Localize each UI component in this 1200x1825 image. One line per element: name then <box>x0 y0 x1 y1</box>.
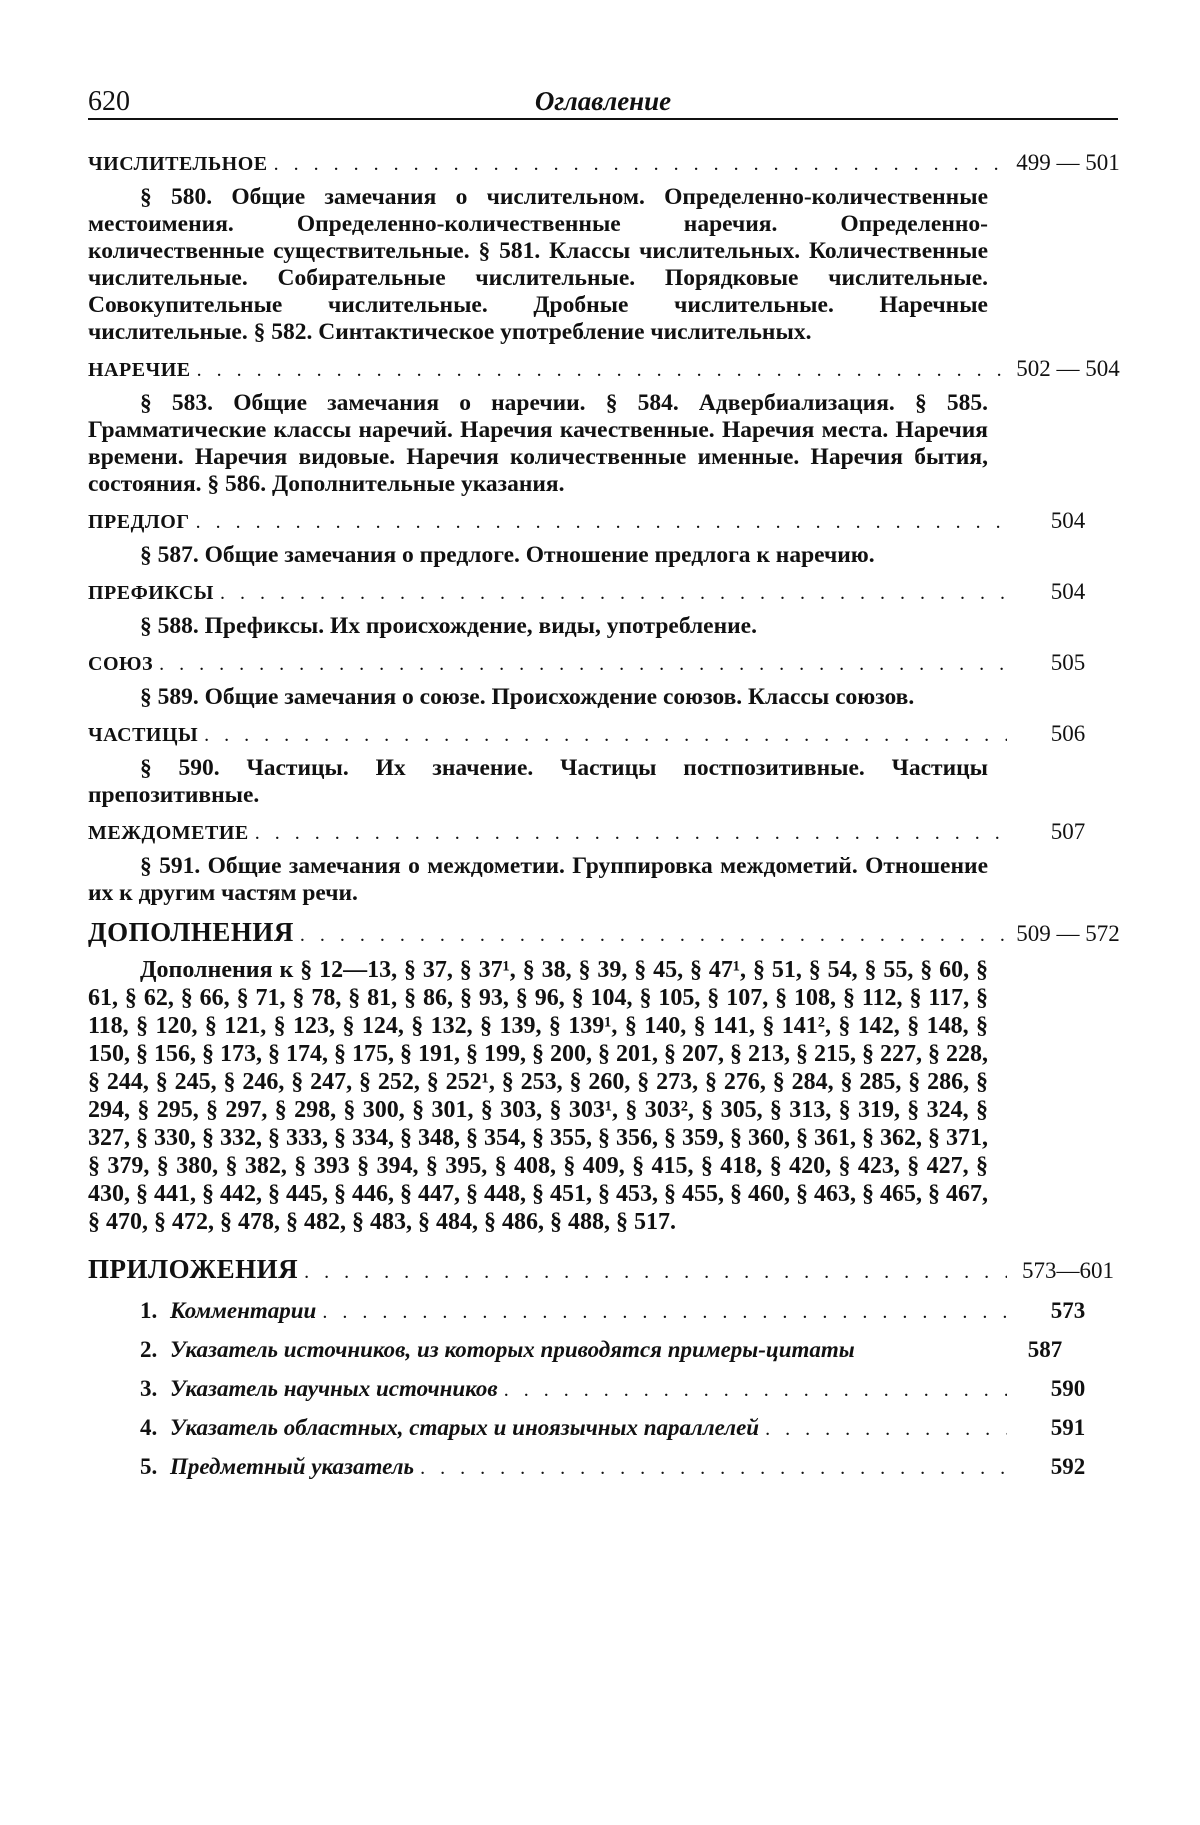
appendix-item <box>140 1415 1123 1441</box>
section-title: СОЮЗ <box>88 653 154 675</box>
section-description: § 580. Общие замечания о числительном. Определенно-количественные местоимения. Определенно-количественные наречия. Определенно-количественные существительные. § 581. Классы числительных. Количественные числительные. Собирательные числительные. Порядковые числительные. Совокупительные числительные. Дробные числительные. Наречные числительные. § 582. Синтактическое употребление числительных. <box>88 184 988 345</box>
section-pages: 499 — 501 <box>1016 150 1120 175</box>
section-pages: 506 <box>1050 721 1086 746</box>
appendix-title: Комментарии <box>170 1298 317 1323</box>
page-header <box>88 86 1118 126</box>
appendix-number: 1. <box>140 1298 158 1323</box>
appendix-pages: 587 <box>1027 1337 1063 1362</box>
toc-entry-appendices <box>88 1254 1123 1480</box>
section-description: § 583. Общие замечания о наречии. § 584. Адвербиализация. § 585. Грамматические классы наречий. Наречия качественные. Наречия места. Наречия времени. Наречия видовые. Наречия количественные именные. Наречия бытия, состояния. § 586. Дополнительные указания. <box>88 390 988 497</box>
section-pages: 509 — 572 <box>1016 921 1120 946</box>
section-pages: 504 <box>1050 508 1086 533</box>
appendix-pages: 573 <box>1050 1298 1086 1323</box>
appendix-item <box>140 1376 1123 1402</box>
appendix-number: 2. <box>140 1337 158 1362</box>
section-pages: 573—601 <box>1022 1258 1114 1283</box>
appendix-item <box>140 1454 1123 1480</box>
section-title: ПРЕФИКСЫ <box>88 582 214 604</box>
dot-leader <box>204 724 1007 747</box>
section-description: § 591. Общие замечания о междометии. Группировка междометий. Отношение их к другим частям речи. <box>88 853 988 906</box>
dot-leader <box>420 1457 1007 1480</box>
section-pages: 502 — 504 <box>1016 356 1120 381</box>
section-pages: 504 <box>1050 579 1086 604</box>
section-description: § 588. Префиксы. Их происхождение, виды, употребление. <box>140 613 757 639</box>
section-description: § 587. Общие замечания о предлоге. Отношение предлога к наречию. <box>140 542 875 568</box>
toc-entry-adverb <box>88 356 1123 498</box>
appendix-title: Указатель источников, из которых приводятся примеры-цитаты <box>170 1337 855 1362</box>
section-title: ЧАСТИЦЫ <box>88 724 199 746</box>
section-title: МЕЖДОМЕТИЕ <box>88 822 249 844</box>
section-title: ЧИСЛИТЕЛЬНОЕ <box>88 153 268 175</box>
appendix-title: Указатель научных источников <box>170 1376 498 1401</box>
additions-description: Дополнения к § 12—13, § 37, § 37¹, § 38, § 39, § 45, § 47¹, § 51, § 54, § 55, § 60, § 61, § 62, § 66, § 71, § 78, § 81, § 86, § 93, § 96, § 104, § 105, § 107, § 108, § 112, § 117, § 118, § 120, § 121, § 123, § 124, § 132, § 139, § 139¹, § 140, § 141, § 141², § 142, § 148, § 150, § 156, § 173, § 174, § 175, § 191, § 199, § 200, § 201, § 207, § 213, § 215, § 227, § 228, § 244, § 245, § 246, § 247, § 252, § 252¹, § 253, § 260, § 273, § 276, § 284, § 285, § 286, § 294, § 295, § 297, § 298, § 300, § 301, § 303, § 303¹, § 303², § 305, § 313, § 319, § 324, § 327, § 330, § 332, § 333, § 334, § 348, § 354, § 355, § 356, § 359, § 360, § 361, § 362, § 371, § 379, § 380, § 382, § 393 § 394, § 395, § 408, § 409, § 415, § 418, § 420, § 423, § 427, § 430, § 441, § 442, § 445, § 446, § 447, § 448, § 451, § 453, § 455, § 460, § 463, § 465, § 467, § 470, § 472, § 478, § 482, § 483, § 484, § 486, § 488, § 517. <box>88 957 988 1235</box>
appendix-pages: 592 <box>1050 1454 1086 1479</box>
section-pages: 505 <box>1050 650 1086 675</box>
dot-leader <box>304 1261 1007 1284</box>
toc-entry-interjection <box>88 819 1123 907</box>
page-number: 620 <box>88 86 130 117</box>
dot-leader <box>159 653 1007 676</box>
dot-leader <box>300 924 1007 947</box>
section-description: § 589. Общие замечания о союзе. Происхождение союзов. Классы союзов. <box>140 684 915 710</box>
toc-entry-preposition <box>88 508 1123 569</box>
dot-leader <box>322 1301 1007 1324</box>
toc-entry-conjunction <box>88 650 1123 711</box>
dot-leader <box>255 822 1007 845</box>
section-title: ПРЕДЛОГ <box>88 511 190 533</box>
dot-leader <box>274 153 1007 176</box>
section-description: § 590. Частицы. Их значение. Частицы постпозитивные. Частицы препозитивные. <box>88 755 988 808</box>
toc-entry-additions <box>88 917 1123 1236</box>
running-title: Оглавление <box>534 86 672 116</box>
appendix-pages: 590 <box>1050 1376 1086 1401</box>
section-pages: 507 <box>1050 819 1086 844</box>
toc-entry-numeral <box>88 150 1123 346</box>
dot-leader <box>765 1418 1007 1441</box>
dot-leader <box>220 582 1007 605</box>
appendix-item <box>140 1298 1123 1324</box>
section-title: НАРЕЧИЕ <box>88 359 191 381</box>
appendix-title: Указатель областных, старых и иноязычных параллелей <box>170 1415 760 1440</box>
toc-entry-prefixes <box>88 579 1123 640</box>
toc-entry-particles <box>88 721 1123 809</box>
appendix-number: 4. <box>140 1415 158 1440</box>
appendix-title: Предметный указатель <box>170 1454 415 1479</box>
dot-leader <box>196 511 1007 534</box>
section-title: ДОПОЛНЕНИЯ <box>88 917 294 947</box>
table-of-contents <box>88 150 1123 1480</box>
dot-leader <box>504 1379 1007 1402</box>
section-title: ПРИЛОЖЕНИЯ <box>88 1254 299 1284</box>
appendix-item <box>140 1337 1123 1363</box>
header-rule <box>88 118 1118 120</box>
appendix-pages: 591 <box>1050 1415 1086 1440</box>
appendix-number: 3. <box>140 1376 158 1401</box>
appendix-number: 5. <box>140 1454 158 1479</box>
dot-leader <box>197 359 1007 382</box>
